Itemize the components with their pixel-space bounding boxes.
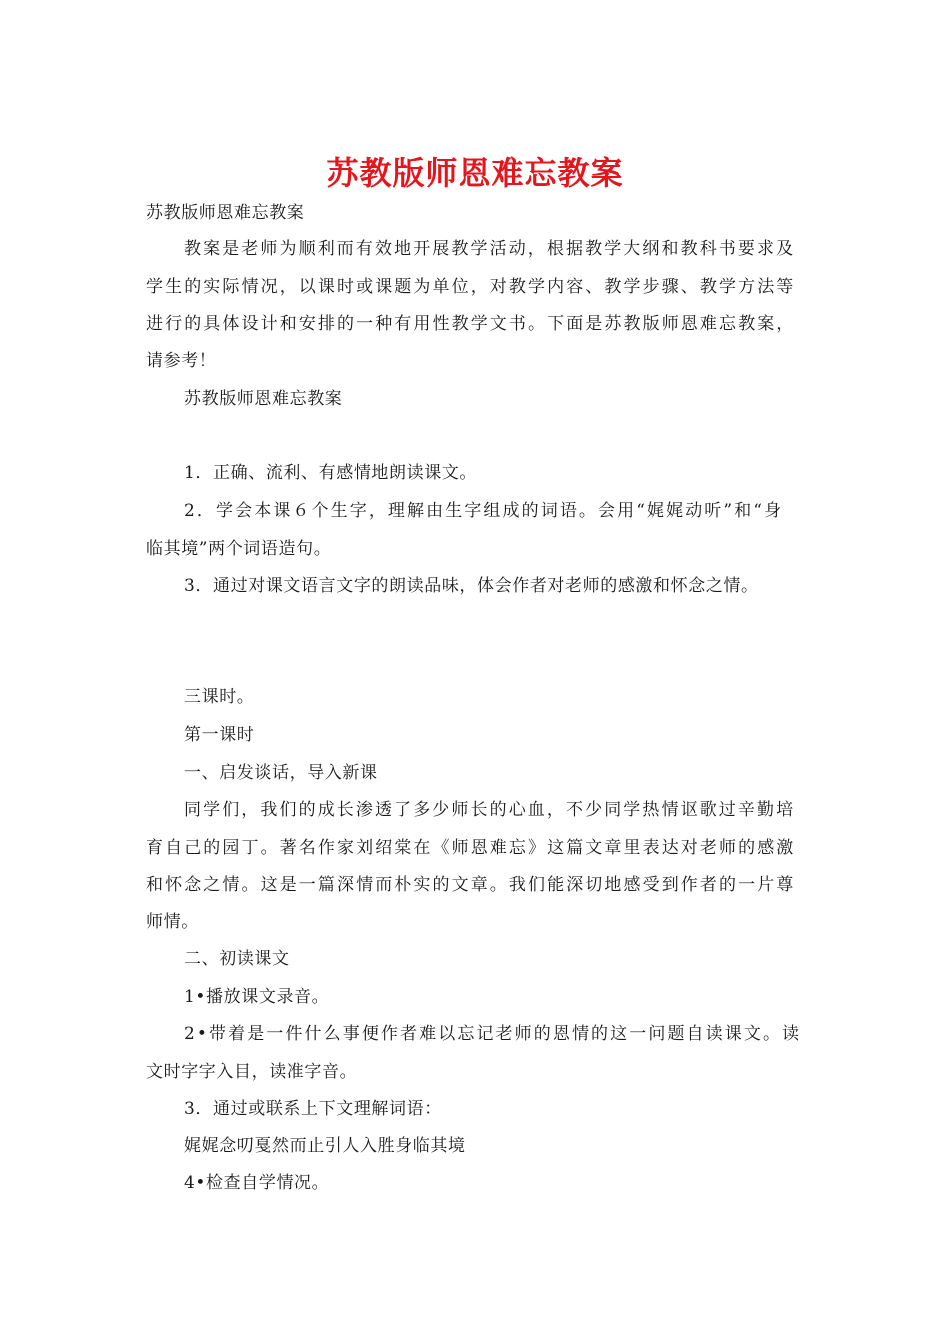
para-1-line-3: 和怀念之情。这是一篇深情而朴实的文章。我们能深切地感受到作者的一片尊 [146,875,796,895]
step-2-line-2: 文时字字入目，读准字音。 [146,1062,358,1082]
vocabulary-words: 娓娓念叨戛然而止引人入胜身临其境 [184,1136,466,1156]
document-title: 苏教版师恩难忘教案 [326,154,624,192]
subtitle: 苏教版师恩难忘教案 [146,203,305,223]
part-1-heading: 一、启发谈话，导入新课 [184,763,378,783]
intro-line-1: 教案是老师为顺利而有效地开展教学活动，根据教学大纲和教科书要求及 [184,239,796,259]
intro-line-4: 请参考！ [146,351,217,371]
step-4: 4•检查自学情况。 [184,1173,330,1193]
part-2-heading: 二、初读课文 [184,949,290,969]
step-3: 3．通过或联系上下文理解词语： [184,1099,442,1119]
step-2-line-1: 2•带着是一件什么事便作者难以忘记老师的恩情的这一问题自读课文。读 [184,1024,802,1044]
goal-2-line-2: 临其境”两个词语造句。 [146,539,332,559]
para-1-line-1: 同学们，我们的成长渗透了多少师长的心血，不少同学热情讴歌过辛勤培 [184,800,796,820]
goal-2-line-1: 2．学会本课６个生字，理解由生字组成的词语。会用“娓娓动听”和“身 [184,501,784,521]
section-heading: 苏教版师恩难忘教案 [184,389,343,409]
intro-line-2: 学生的实际情况，以课时或课题为单位，对教学内容、教学步骤、教学方法等 [146,277,796,297]
para-1-line-4: 师情。 [146,912,199,932]
lesson-first: 第一课时 [184,725,255,745]
lesson-count: 三课时。 [184,687,255,707]
goal-1: 1．正确、流利、有感情地朗读课文。 [184,463,478,483]
step-1: 1•播放课文录音。 [184,987,330,1007]
para-1-line-2: 育自己的园丁。著名作家刘绍棠在《师恩难忘》这篇文章里表达对老师的感激 [146,838,796,858]
goal-3: 3．通过对课文语言文字的朗读品味，体会作者对老师的感激和怀念之情。 [184,576,759,596]
intro-line-3: 进行的具体设计和安排的一种有用性教学文书。下面是苏教版师恩难忘教案， [146,314,796,334]
